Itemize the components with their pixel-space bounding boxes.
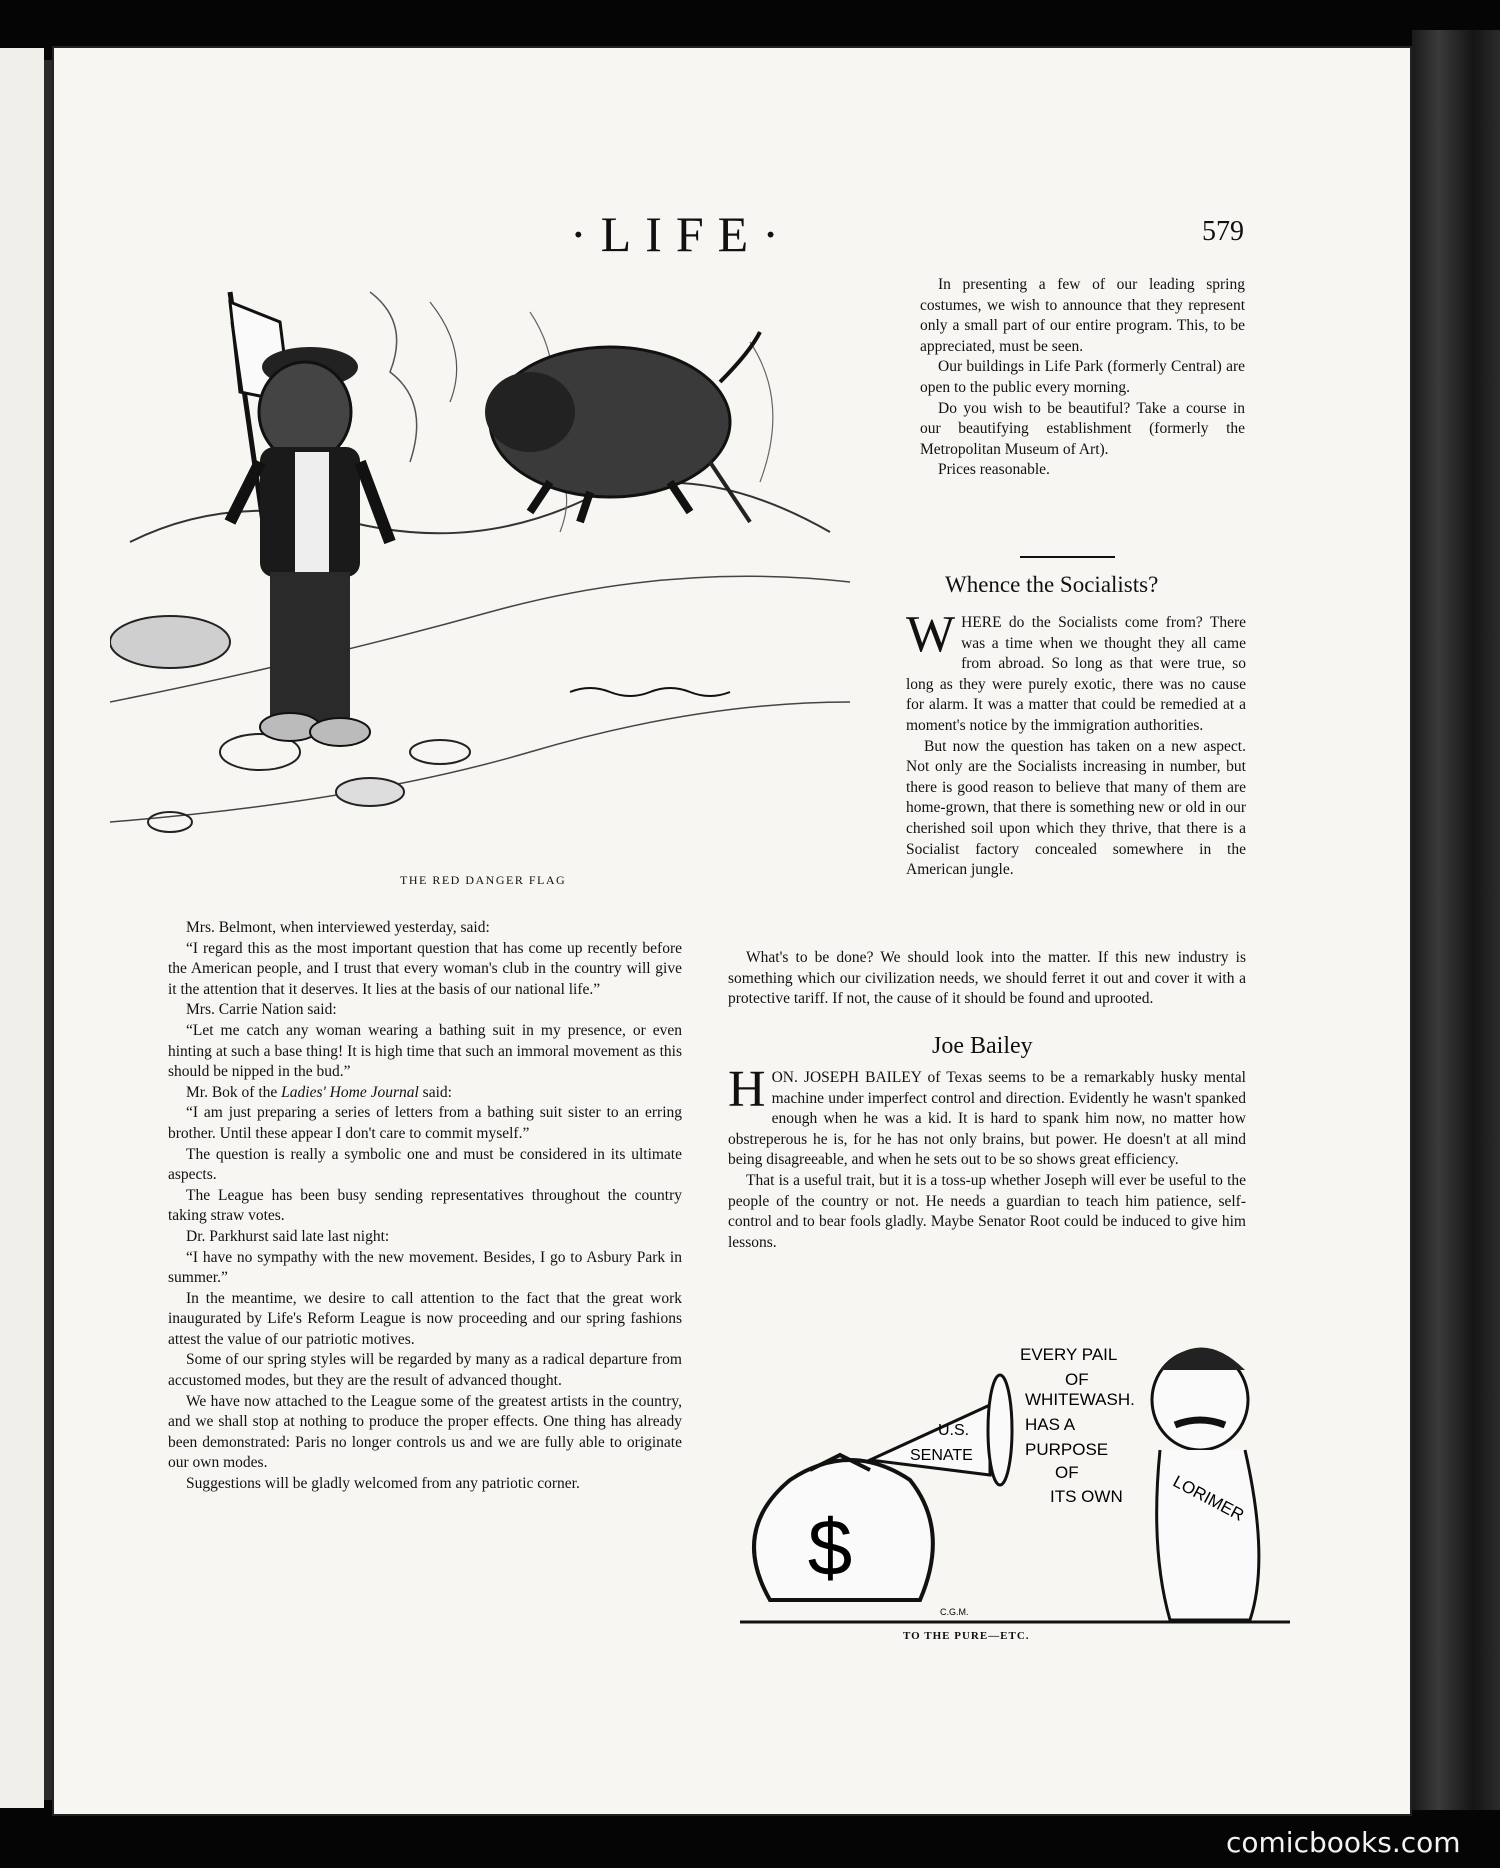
paragraph <box>168 1083 682 1104</box>
scan-binding-edge <box>1412 30 1500 1810</box>
dollar-sign: $ <box>807 1503 853 1592</box>
masthead-title: ·LIFE· <box>570 206 793 262</box>
dog-collar-label: LORIMER <box>1169 1471 1248 1525</box>
text: said: <box>418 1083 452 1101</box>
slogan-line: PURPOSE <box>1025 1440 1109 1459</box>
paragraph: Our buildings in Life Park (formerly Central) are open to the public every morning. <box>920 358 1245 396</box>
slogan-line: HAS A <box>1025 1415 1076 1434</box>
quote: “I have no sympathy with the new movement. Besides, I go to Asbury Park in summer.” <box>168 1248 682 1287</box>
bailey-article <box>728 1061 1246 1253</box>
paragraph: Prices reasonable. <box>938 461 1050 479</box>
spring-costumes-article <box>920 275 1245 481</box>
quote: “I am just preparing a series of letters from a bathing suit sister to an erring brother. Until these appear I don't care to commit myself.” <box>168 1104 682 1142</box>
paragraph: Mrs. Belmont, when interviewed yesterday, said: <box>186 919 490 936</box>
paragraph: Mrs. Carrie Nation said: <box>186 1001 337 1019</box>
page-number: 579 <box>1202 216 1244 247</box>
bailey-heading: Joe Bailey <box>932 1033 1033 1059</box>
cartoon-caption: TO THE PURE—ETC. <box>903 1630 1030 1642</box>
cartoon-caption: THE RED DANGER FLAG <box>400 873 567 887</box>
paragraph: The question is really a symbolic one and must be considered in its ultimate aspects. <box>168 1145 682 1184</box>
text: Mr. Bok of the <box>186 1083 282 1101</box>
quote: “Let me catch any woman wearing a bathing suit in my presence, or even hinting at such a base thing! It is high time that such an immoral movement as this should be nipped in the bud.” <box>168 1021 682 1081</box>
paragraph: What's to be done? We should look into the matter. If this new industry is something which our civilization needs, we should ferret it out and cover it with a protective tariff. If not, the cause of it should be found and uprooted. <box>728 949 1246 1008</box>
paragraph <box>728 1061 1246 1171</box>
slogan-line: OF <box>1065 1370 1089 1389</box>
section-divider <box>1020 556 1115 558</box>
lorimer-cartoon <box>730 1330 1305 1630</box>
publication-title: Ladies' Home Journal <box>281 1083 419 1101</box>
paragraph-text: ON. JOSEPH BAILEY of Texas seems to be a remarkably husky mental machine under imperfect control and direction. Evidently he wasn't spanked enough when he was a kid. It is hard to spank him now, no matter how obstreperous he is, for he has not only brains, but power. He doesn't at all mind being disagreeable, and when he sets out to be so shows great efficiency. <box>728 1069 1246 1169</box>
socialists-article-narrow <box>906 606 1246 881</box>
socialists-article-wide <box>728 948 1246 1010</box>
paragraph-text: HERE do the Socialists come from? There was a time when we thought they all came from abroad. So long as that were true, so long as they were purely exotic, there was no cause for alarm. It was a matter that could be remedied at a moment's notice by the immigration authorities. <box>906 614 1246 734</box>
slogan-line: OF <box>1055 1463 1079 1482</box>
red-danger-flag-illustration <box>110 282 850 852</box>
socialists-heading: Whence the Socialists? <box>945 572 1159 597</box>
cartoon-slogan <box>1020 1345 1135 1506</box>
paragraph: In the meantime, we desire to call attention to the fact that the great work inaugurated by Life's Reform League is now proceeding and our spring fashions attest the value of our patriotic motives. <box>168 1289 682 1348</box>
drop-cap: W <box>906 606 956 663</box>
paragraph: In presenting a few of our leading spring costumes, we wish to announce that they represent only a small part of our entire program. This, to be appreciated, must be seen. <box>920 276 1245 355</box>
paragraph: Some of our spring styles will be regarded by many as a radical departure from accustomed modes, but they are the result of advanced thought. <box>168 1351 682 1390</box>
reform-league-article <box>168 918 682 1495</box>
slogan-line: EVERY PAIL <box>1020 1345 1118 1364</box>
paragraph: Do you wish to be beautiful? Take a course in our beautifying establishment (formerly the Metropolitan Museum of Art). <box>920 399 1245 458</box>
quote: “I regard this as the most important question that has come up recently before the American people, and I trust that every woman's club in the country will give it the attention that it deserves. It lies at the basis of our national life.” <box>168 939 682 998</box>
paragraph <box>906 606 1246 737</box>
paragraph: The League has been busy sending representatives throughout the country taking straw votes. <box>168 1186 682 1225</box>
slogan-line: ITS OWN <box>1050 1487 1123 1506</box>
slogan-line: WHITEWASH. <box>1025 1390 1135 1409</box>
page-gutter-shadow <box>44 60 52 1800</box>
horn-label: U.S. <box>938 1422 970 1439</box>
horn-label: SENATE <box>910 1447 973 1464</box>
paragraph: But now the question has taken on a new aspect. Not only are the Socialists increasing in number, but there is good reason to believe that many of them are home-grown, that there is something new or old in our cherished soil upon which they thrive, that there is a Socialist factory concealed somewhere in the American jungle. <box>906 737 1246 879</box>
drop-cap: H <box>728 1061 766 1118</box>
paragraph: Suggestions will be gladly welcomed from any patriotic corner. <box>186 1475 580 1493</box>
paragraph: That is a useful trait, but it is a toss-up whether Joseph will ever be useful to the people of the country or not. He needs a guardian to teach him patience, self-control and to bear fools gladly. Maybe Senator Root could be induced to give him lessons. <box>728 1171 1246 1251</box>
artist-initials: C.G.M. <box>940 1607 969 1617</box>
adjacent-page-edge <box>0 48 44 1808</box>
site-watermark: comicbooks.com <box>1226 1826 1461 1859</box>
paragraph: Dr. Parkhurst said late last night: <box>186 1227 390 1245</box>
paragraph: We have now attached to the League some of the greatest artists in the country, and we shall stop at nothing to produce the proper effects. One thing has already been demonstrated: Paris no longer controls us and we are fully able to originate our own modes. <box>168 1392 682 1472</box>
